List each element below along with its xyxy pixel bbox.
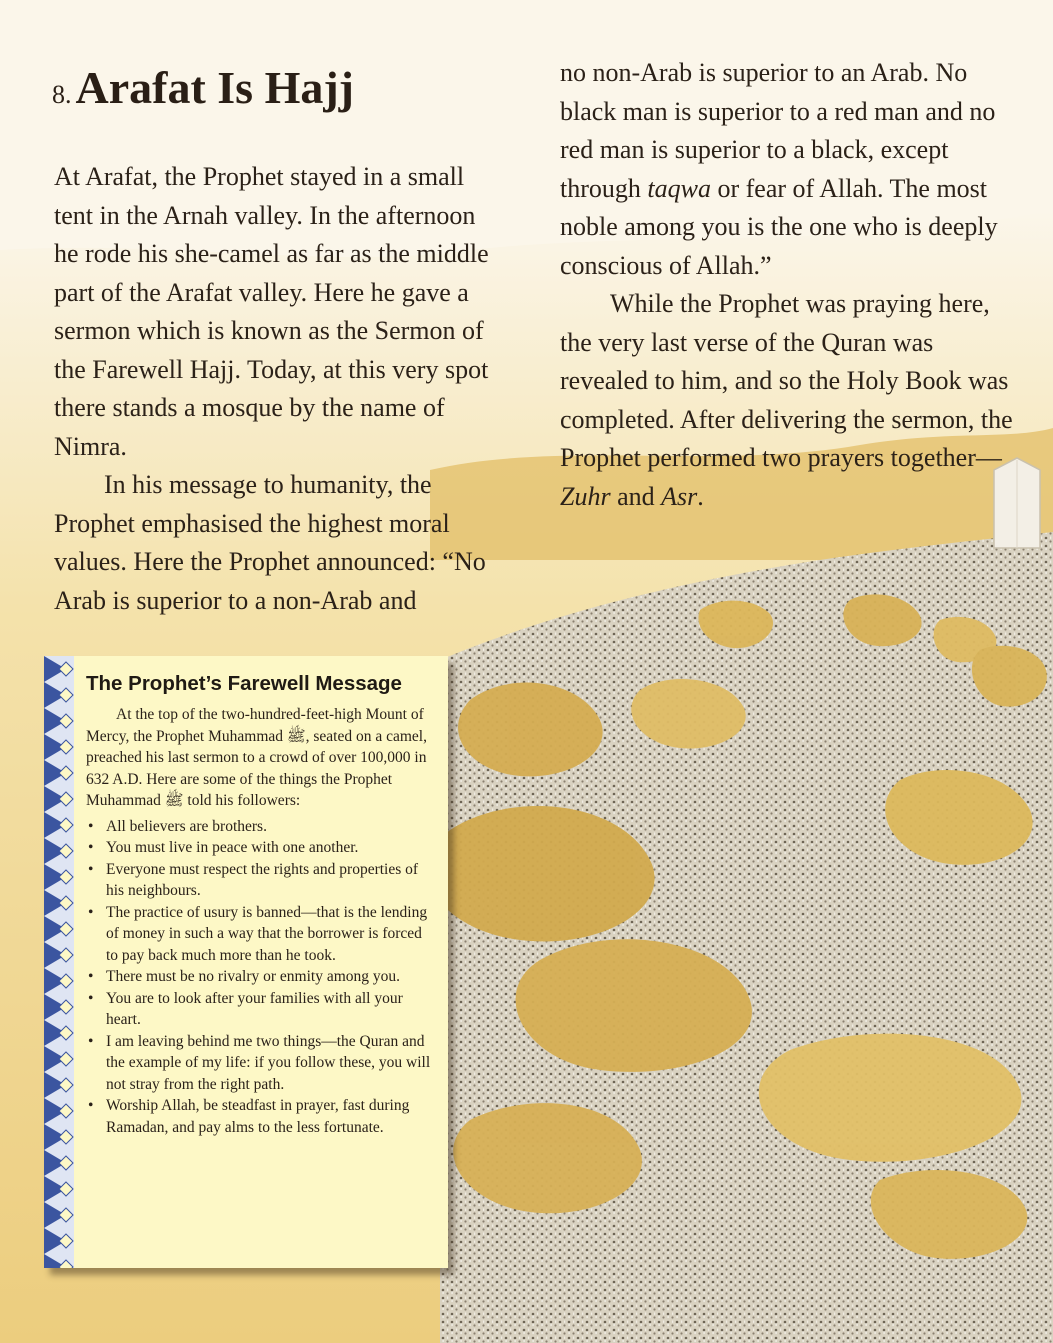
page-title bbox=[52, 62, 354, 121]
honorific-glyph-1: ﷺ bbox=[286, 727, 306, 745]
right-para-1-text-a: no non-Arab is superior to an Arab. No black man is superior to a red man and no red man is superior to a black, except through bbox=[560, 58, 996, 203]
diamond-border-decoration bbox=[44, 656, 74, 1268]
right-para-2-text: While the Prophet was praying here, the very last verse of the Quran was revealed to him, and so the Holy Book was completed. After delivering the sermon, the Prophet performed two prayers together— bbox=[560, 289, 1013, 472]
right-para-2-end: . bbox=[697, 481, 704, 511]
box-title: The Prophet’s Farewell Message bbox=[86, 672, 402, 695]
list-item: • You are to look after your families with all your heart. bbox=[86, 988, 431, 1031]
right-column bbox=[560, 54, 1020, 516]
left-para-1: At Arafat, the Prophet stayed in a small tent in the Arnah valley. In the afternoon he rode his she-camel as far as the middle part of the Arafat valley. Here he gave a sermon which is known as the Sermon of the Farewell Hajj. Today, at this very spot there stands a mosque by the name of Nimra. bbox=[54, 162, 489, 461]
box-intro-text-a: At the top of the two-hundred-feet-high Mount of Mercy, the Prophet Muhammad bbox=[86, 706, 424, 745]
box-intro-text-c: told his followers: bbox=[183, 792, 301, 809]
title-text: Arafat Is Hajj bbox=[75, 62, 354, 113]
right-para-2-and: and bbox=[610, 481, 662, 511]
farewell-list bbox=[86, 816, 431, 1139]
right-para-1 bbox=[560, 54, 1020, 285]
left-para-2: In his message to humanity, the Prophet emphasised the highest moral values. Here the Prophet announced: “No Arab is superior to a non-Arab and bbox=[54, 470, 486, 615]
zuhr-term: Zuhr bbox=[560, 481, 611, 511]
list-item: • You must live in peace with one another. bbox=[86, 837, 431, 859]
box-intro bbox=[86, 704, 431, 812]
chapter-number: 8. bbox=[52, 80, 72, 109]
list-item: • I am leaving behind me two things—the Quran and the example of my life: if you follow these, you will not stray from the right path. bbox=[86, 1031, 431, 1096]
farewell-message-box bbox=[44, 656, 448, 1268]
list-item: • Worship Allah, be steadfast in prayer, fast during Ramadan, and pay alms to the less fortunate. bbox=[86, 1095, 431, 1138]
list-item: • Everyone must respect the rights and properties of his neighbours. bbox=[86, 859, 431, 902]
box-intro-text-b: , seated on a camel, preached his last sermon to a crowd of over 100,000 in 632 A.D. Here are some of the things the Prophet Muhammad bbox=[86, 727, 427, 809]
box-content bbox=[86, 670, 431, 1138]
asr-term: Asr bbox=[661, 481, 698, 511]
list-item: • All believers are brothers. bbox=[86, 816, 431, 838]
left-column bbox=[54, 158, 504, 620]
list-item: • There must be no rivalry or enmity among you. bbox=[86, 966, 431, 988]
list-item: • The practice of usury is banned—that is the lending of money in such a way that the borrower is forced to pay back much more than he took. bbox=[86, 902, 431, 967]
honorific-glyph-2: ﷺ bbox=[164, 792, 184, 809]
right-para-2 bbox=[560, 285, 1020, 516]
taqwa-term: taqwa bbox=[647, 173, 711, 203]
right-para-1-text-b: or fear of Allah. The most noble among you is the one who is deeply conscious of Allah.” bbox=[560, 173, 998, 280]
